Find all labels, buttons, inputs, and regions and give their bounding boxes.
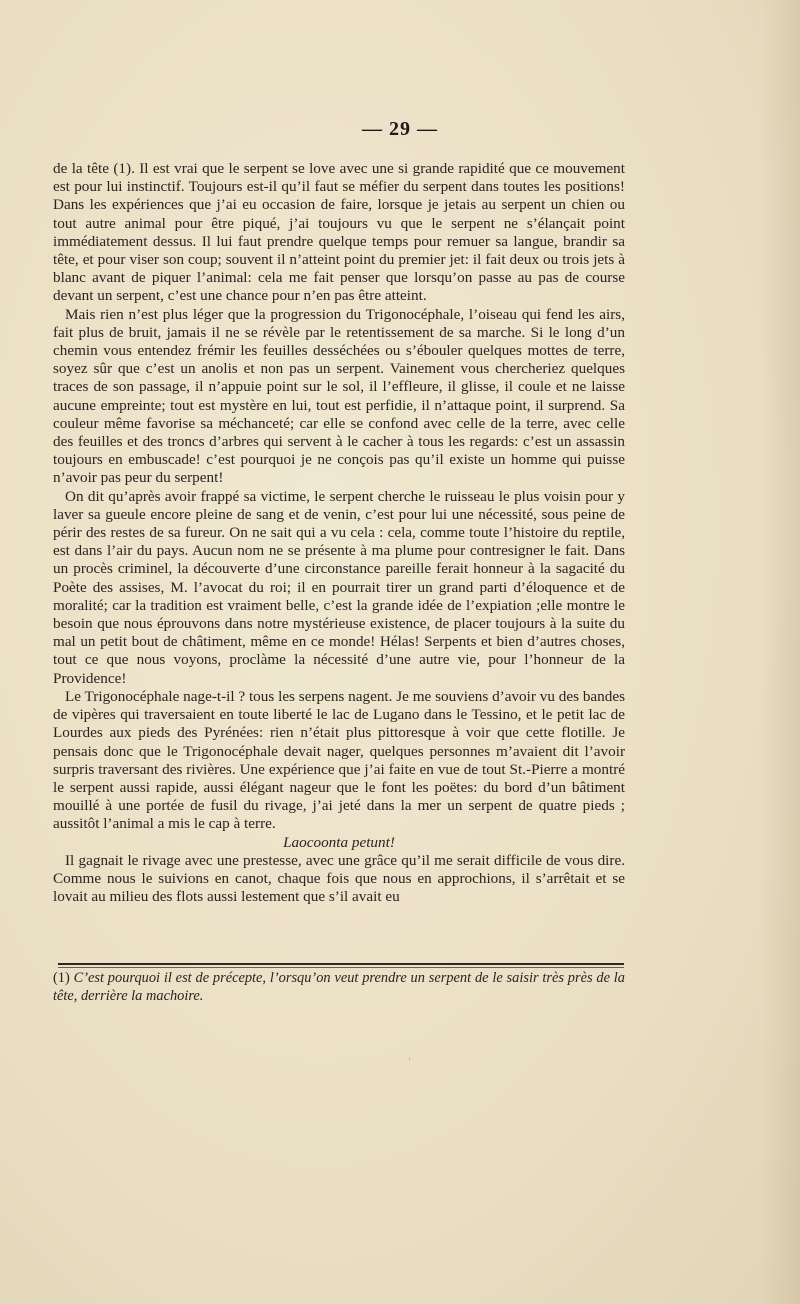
body-text [53,160,625,906]
footnote-divider [58,963,624,965]
paragraph-5: Il gagnait le rivage avec une prestesse, avec une grâce qu’il me serait difficile de vous dire. Comme nous le suivions en canot, chaque fois que nous en approchions, il s’arrêtait et se lovait au milieu des flots aussi lestement que s’il avait eu [53,851,625,906]
footnote-text: C’est pourquoi il est de précepte, l’orsqu’on veut prendre un serpent de le saisir très près de la tête, derrière la machoire. [53,970,625,1004]
latin-quote: Laocoonta petunt! [283,833,395,851]
page-number: — 29 — [362,118,438,140]
footnote [53,969,625,1005]
print-speck: · [408,1054,411,1064]
paragraph-3: On dit qu’après avoir frappé sa victime, le serpent cherche le ruisseau le plus voisin pour y laver sa gueule encore pleine de sang et de venin, c’est pour lui une nécessité, sous peine de périr des restes de sa fureur. On ne sait qui a vu cela : cela, comme toute l’histoire du reptile, est dans l’air du pays. Aucun nom ne se présente à ma plume pour contresigner le fait. Dans un procès criminel, la découverte d’une circonstance pareille ferait honneur à la sagacité du Poète des assises, M. l’avocat du roi; il en pourrait tirer un grand parti d’éloquence et de moralité; car la tradition est vraiment belle, c’est la grande idée de l’expiation ;elle montre le besoin que nous éprouvons dans notre mystérieuse existence, de placer toujours à la suite du mal un petit bout de châtiment, même en ce monde! Hélas! Serpents et bien d’autres choses, tout ce que nous voyons, proclàme la nécessité d’une autre vie, pour l’honneur de la Providence! [53,487,625,687]
footnote-marker: (1) [53,970,70,986]
paragraph-2: Mais rien n’est plus léger que la progression du Trigonocéphale, l’oiseau qui fend les airs, fait plus de bruit, jamais il ne se révèle par le retentissement de sa marche. Si le long d’un chemin vous entendez frémir les feuilles desséchées ou s’ébouler quelques mottes de terre, soyez sûr que c’est un anolis et non pas un serpent. Vainement vous chercheriez quelques traces de son passage, il n’appuie point sur le sol, il l’effleure, il glisse, il coule et ne laisse aucune empreinte; tout est mystère en lui, tout est perfidie, il n’attaque point, il surprend. Sa couleur même favorise sa méchanceté; car elle se confond avec celle de la terre, avec celle des feuilles et des troncs d’arbres qui servent à le cacher à tous les regards: c’est un assassin toujours en embuscade! c’est pourquoi je ne conçois pas qu’il existe un homme qui puisse n’avoir pas peur du serpent! [53,305,625,487]
page-edge-shadow [760,0,800,1304]
footnote-divider-thin [58,967,624,968]
paragraph-4: Le Trigonocéphale nage-t-il ? tous les serpens nagent. Je me souviens d’avoir vu des bandes de vipères qui traversaient en toute liberté le lac de Lugano dans le Tessino, et le petit lac de Lourdes aux pieds des Pyrénées: rien n’était plus pittoresque à voir que cette flotille. Je pensais donc que le Trigonocéphale devait nager, quelques personnes m’avaient dit l’avoir surpris traversant des rivières. Une expérience que j’ai faite en vue de tout St.-Pierre a montré le serpent aussi rapide, aussi élégant nageur que le font les poëtes: du bord d’un bâtiment mouillé à une portée de fusil du rivage, j’ai jeté dans la mer un serpent de quatre pieds ; aussitôt l’animal a mis le cap à terre. [53,687,625,833]
paragraph-1: de la tête (1). Il est vrai que le serpent se love avec une si grande rapidité que ce mouvement est pour lui instinctif. Toujours est-il qu’il faut se méfier du serpent dans toutes les positions! Dans les expériences que j’ai eu occasion de faire, lorsque je jetais au serpent un chien ou tout autre animal pour être piqué, j’ai toujours vu que le serpent ne s’élançait point immédiatement dessus. Il lui faut prendre quelque temps pour remuer sa langue, brandir sa tête, et pour viser son coup; souvent il n’atteint point du premier jet: il fait deux ou trois jets à blanc avant de piquer l’animal: cela me fait penser que lorsqu’on passe au pas de course devant un serpent, c’est une chance pour n’en pas être atteint. [53,160,625,305]
